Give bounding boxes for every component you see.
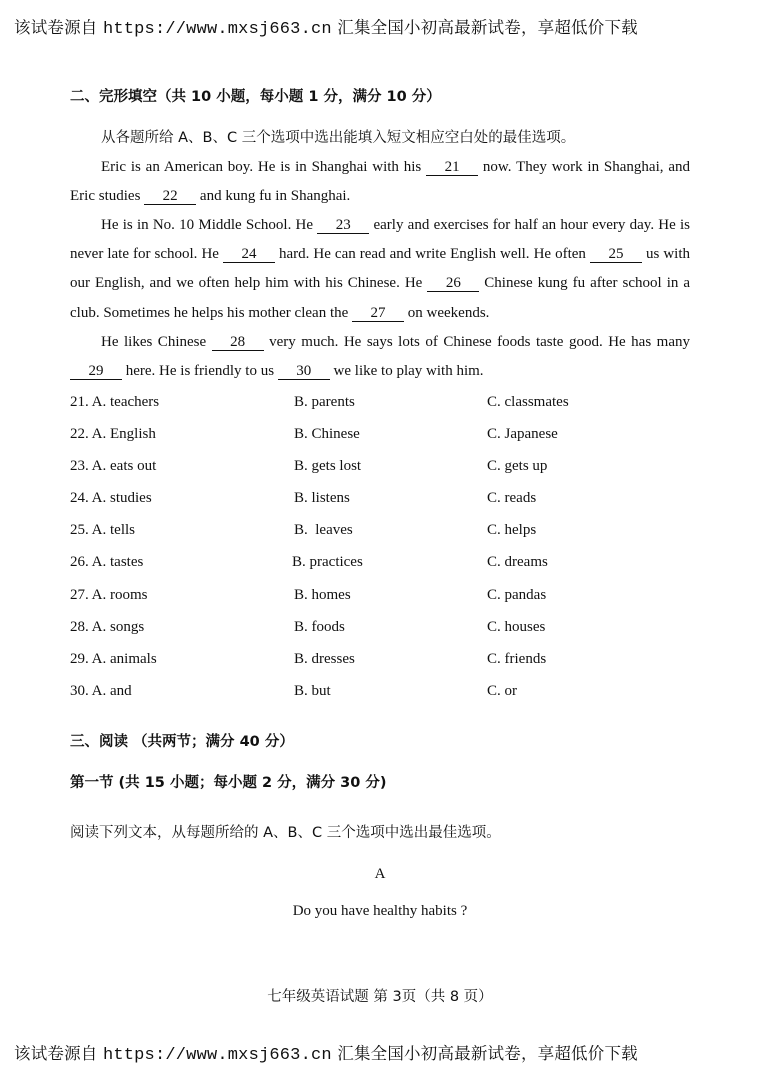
question-row <box>70 426 690 458</box>
question-row <box>70 683 690 715</box>
passage-paragraph-1: Eric is an American boy. He is in Shanghai with his 21 now. They work in Shanghai, and Eric studies 22 and kung fu in Shanghai. <box>70 159 690 205</box>
page-footer: 七年级英语试题 第 3页（共 8 页） <box>267 989 493 1005</box>
question-row <box>70 394 690 426</box>
option-a: 22. A. English <box>70 426 156 443</box>
option-c: C. gets up <box>487 458 548 475</box>
blank-29: 29 <box>70 363 122 380</box>
option-c: C. Japanese <box>487 426 558 443</box>
option-c: C. dreams <box>487 554 548 571</box>
question-row <box>70 522 690 554</box>
option-c: C. friends <box>487 650 547 667</box>
option-c: C. houses <box>487 618 546 635</box>
blank-25: 25 <box>590 246 642 263</box>
section-3-heading: 三、阅读 （共两节；满分 40 分） <box>70 734 294 750</box>
option-a: 29. A. animals <box>70 650 157 667</box>
question-row <box>70 651 690 683</box>
question-row <box>70 554 690 586</box>
option-b: B. dresses <box>294 650 355 667</box>
source-suffix: 汇集全国小初高最新试卷，享超低价下载 <box>337 1044 638 1063</box>
source-suffix: 汇集全国小初高最新试卷，享超低价下载 <box>337 18 638 37</box>
blank-23: 23 <box>317 217 369 234</box>
option-a: 21. A. teachers <box>70 394 160 410</box>
option-b: B. leaves <box>294 522 353 539</box>
passage-paragraph-3: He likes Chinese 28 very much. He says lots of Chinese foods taste good. He has many 29 here. He is friendly to us 30 we like to play with him. <box>70 328 690 386</box>
question-list <box>70 394 690 715</box>
option-b: B. practices <box>292 554 363 571</box>
option-b: B. but <box>294 682 331 699</box>
question-row <box>70 458 690 490</box>
source-notice-top <box>14 14 638 39</box>
passage-paragraph-2: He is in No. 10 Middle School. He 23 early and exercises for half an hour every day. He is never late for school. He 24 hard. He can read and write English well. He often 25 us with our English, and we often help him with his Chinese. He 26 Chinese kung fu after school in a club. Sometimes he helps his mother clean the 27 on weekends. <box>70 217 691 321</box>
option-c: C. or <box>487 682 517 699</box>
source-url[interactable]: https://www.mxsj663.cn <box>102 20 332 39</box>
blank-22: 22 <box>144 188 196 205</box>
option-b: B. listens <box>294 490 350 507</box>
passage-title: Do you have healthy habits ? <box>292 903 468 919</box>
option-c: C. reads <box>487 490 537 507</box>
blank-24: 24 <box>223 246 275 263</box>
option-a: 24. A. studies <box>70 490 152 507</box>
blank-27: 27 <box>352 305 404 322</box>
option-a: 30. A. and <box>70 682 132 699</box>
option-a: 23. A. eats out <box>70 458 157 475</box>
option-a: 26. A. tastes <box>70 554 144 571</box>
cloze-passage <box>70 124 690 386</box>
option-a: 27. A. rooms <box>70 586 148 603</box>
source-prefix: 该试卷源自 <box>14 18 98 37</box>
blank-26: 26 <box>427 275 479 292</box>
source-notice-bottom <box>14 1040 638 1065</box>
source-url[interactable]: https://www.mxsj663.cn <box>102 1046 332 1065</box>
option-c: C. helps <box>487 522 537 539</box>
passage-label: A <box>374 866 386 882</box>
blank-21: 21 <box>426 159 478 176</box>
option-b: B. parents <box>294 394 355 410</box>
source-prefix: 该试卷源自 <box>14 1044 98 1063</box>
blank-28: 28 <box>212 334 264 351</box>
option-b: B. homes <box>294 586 351 603</box>
option-b: B. Chinese <box>294 426 360 443</box>
reading-instruction: 阅读下列文本，从每题所给的 A、B、C 三个选项中选出最佳选项。 <box>70 825 501 841</box>
section-3-part1-heading: 第一节 (共 15 小题；每小题 2 分，满分 30 分) <box>70 775 387 791</box>
option-a: 28. A. songs <box>70 618 145 635</box>
option-b: B. gets lost <box>294 458 362 475</box>
cloze-instruction: 从各题所给 A、B、C 三个选项中选出能填入短文相应空白处的最佳选项。 <box>101 130 576 146</box>
question-row <box>70 619 690 651</box>
option-a: 25. A. tells <box>70 522 136 539</box>
option-c: C. pandas <box>487 586 547 603</box>
option-b: B. foods <box>294 618 345 635</box>
question-row <box>70 490 690 522</box>
question-row <box>70 587 690 619</box>
section-2-heading: 二、完形填空（共 10 小题，每小题 1 分，满分 10 分） <box>70 89 441 105</box>
blank-30: 30 <box>278 363 330 380</box>
option-c: C. classmates <box>487 394 569 410</box>
